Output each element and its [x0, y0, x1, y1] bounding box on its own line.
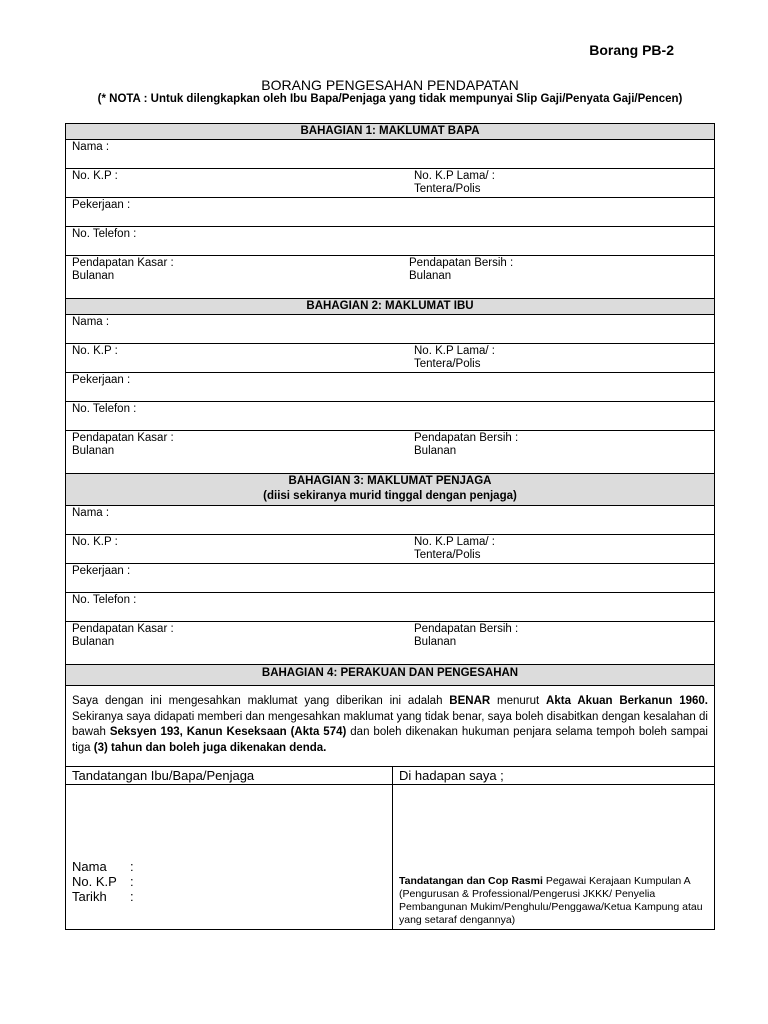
form-table: [65, 123, 715, 785]
form-note: (* NOTA : Untuk dilengkapkan oleh Ibu Bapa/Penjaga yang tidak mempunyai Slip Gaji/Penyata Gaji/Pencen): [97, 93, 683, 105]
bapa-pekerjaan-label: Pekerjaan :: [72, 199, 131, 211]
parent-details: [72, 859, 134, 904]
officer-signature-box[interactable]: [393, 767, 715, 930]
signature-tarikh-colon: :: [130, 889, 134, 904]
signature-nokp-colon: :: [130, 874, 134, 889]
section-2-header: [66, 299, 715, 315]
ibu-kasar-bulanan: Bulanan: [72, 445, 115, 457]
bapa-tentera-text: Tentera/Polis: [414, 183, 481, 195]
signature-tarikh-line: [72, 889, 134, 904]
ibu-kasar-text: Pendapatan Kasar :: [72, 432, 174, 444]
bapa-nokp-row[interactable]: [66, 169, 715, 198]
ibu-bersih-bulanan: Bulanan: [414, 445, 457, 457]
ibu-tentera-text: Tentera/Polis: [414, 358, 481, 370]
penjaga-bersih-text: Pendapatan Bersih :: [414, 623, 519, 635]
ibu-telefon-label: No. Telefon :: [72, 403, 137, 415]
section-4-title: BAHAGIAN 4: PERAKUAN DAN PENGESAHAN: [261, 667, 519, 679]
signature-nokp-line: [72, 874, 134, 889]
bapa-telefon-label: No. Telefon :: [72, 228, 137, 240]
penjaga-nama-label: Nama :: [72, 507, 110, 519]
ibu-pekerjaan-row[interactable]: [66, 373, 715, 402]
ibu-bersih-label: [414, 432, 518, 458]
penjaga-telefon-row[interactable]: [66, 593, 715, 622]
bapa-nokp-lama-label: [414, 170, 495, 196]
officer-description: [399, 875, 710, 927]
penjaga-pekerjaan-label: Pekerjaan :: [72, 565, 131, 577]
signature-table: [65, 766, 715, 930]
bapa-telefon-row[interactable]: [66, 227, 715, 256]
penjaga-nama-row[interactable]: [66, 506, 715, 535]
penjaga-nokp-lama-text: No. K.P Lama/ :: [414, 536, 495, 548]
bapa-nokp-label: No. K.P :: [72, 170, 118, 182]
ibu-nokp-label: No. K.P :: [72, 345, 118, 357]
bapa-kasar-text: Pendapatan Kasar :: [72, 257, 174, 269]
bapa-bersih-bulanan: Bulanan: [409, 270, 452, 282]
penjaga-pendapatan-row[interactable]: [66, 622, 715, 665]
section-1-title: BAHAGIAN 1: MAKLUMAT BAPA: [300, 125, 480, 137]
section-3-title: BAHAGIAN 3: MAKLUMAT PENJAGA: [288, 475, 492, 487]
section-1-header: [66, 124, 715, 140]
bapa-kasar-bulanan: Bulanan: [72, 270, 115, 282]
ibu-nokp-lama-text: No. K.P Lama/ :: [414, 345, 495, 357]
penjaga-tentera-text: Tentera/Polis: [414, 549, 481, 561]
section-4-header: [66, 665, 715, 686]
penjaga-nokp-label: No. K.P :: [72, 536, 118, 548]
penjaga-bersih-bulanan: Bulanan: [414, 636, 457, 648]
ibu-nama-label: Nama :: [72, 316, 110, 328]
signature-nama-label: Nama: [72, 859, 107, 874]
ibu-nokp-row[interactable]: [66, 344, 715, 373]
parent-signature-box[interactable]: [66, 767, 393, 930]
ibu-pekerjaan-label: Pekerjaan :: [72, 374, 131, 386]
section-3-subtitle: (diisi sekiranya murid tinggal dengan penjaga): [263, 490, 517, 502]
declaration-part-3: Sekiranya saya didapati memberi dan mengesahkan maklumat yang tidak benar, saya boleh disabitkan dengan kesalahan di bawah: [72, 710, 708, 738]
bapa-kasar-label: [72, 257, 174, 283]
officer-bold-text: Tandatangan dan Cop Rasmi: [399, 875, 543, 887]
signature-nama-line: [72, 859, 134, 874]
ibu-telefon-row[interactable]: [66, 402, 715, 431]
signature-nama-colon: :: [130, 859, 134, 874]
signature-nokp-label: No. K.P: [72, 874, 117, 889]
declaration-bold-3: Seksyen 193, Kanun Keseksaan (Akta 574): [109, 726, 347, 738]
penjaga-kasar-text: Pendapatan Kasar :: [72, 623, 174, 635]
declaration-bold-2: Akta Akuan Berkanun 1960.: [546, 695, 708, 707]
declaration-part-2: menurut: [490, 695, 547, 707]
bapa-bersih-label: [409, 257, 513, 283]
parent-signature-label: Tandatangan Ibu/Bapa/Penjaga: [72, 768, 255, 783]
bapa-nama-label: Nama :: [72, 141, 110, 153]
penjaga-nokp-row[interactable]: [66, 535, 715, 564]
ibu-nokp-lama-label: [414, 345, 495, 371]
bapa-nama-row[interactable]: [66, 140, 715, 169]
officer-text: Pegawai Kerajaan Kumpulan A (Pengurusan & Professional/Pengerusi JKKK/ Penyelia Pembangunan Mukim/Penghulu/Penggawa/Ketua Kampung atau yang setaraf dengannya): [399, 875, 703, 926]
form-code: Borang PB-2: [589, 42, 674, 58]
section-3-header: [66, 474, 715, 506]
declaration-bold-1: BENAR: [449, 695, 491, 707]
bapa-pendapatan-row[interactable]: [66, 256, 715, 299]
ibu-pendapatan-row[interactable]: [66, 431, 715, 474]
ibu-bersih-text: Pendapatan Bersih :: [414, 432, 519, 444]
bapa-pekerjaan-row[interactable]: [66, 198, 715, 227]
penjaga-nokp-lama-label: [414, 536, 495, 562]
penjaga-telefon-label: No. Telefon :: [72, 594, 137, 606]
form-title: BORANG PENGESAHAN PENDAPATAN: [261, 77, 519, 93]
penjaga-kasar-label: [72, 623, 174, 649]
declaration-part-1: Saya dengan ini mengesahkan maklumat yang diberikan ini adalah: [72, 695, 450, 707]
declaration-bold-4: (3) tahun dan boleh juga dikenakan denda.: [93, 741, 327, 754]
signature-tarikh-label: Tarikh: [72, 889, 107, 904]
officer-signature-label: Di hadapan saya ;: [399, 768, 504, 783]
bapa-bersih-text: Pendapatan Bersih :: [409, 257, 514, 269]
ibu-kasar-label: [72, 432, 174, 458]
penjaga-kasar-bulanan: Bulanan: [72, 636, 115, 648]
bapa-nokp-lama-text: No. K.P Lama/ :: [414, 170, 495, 182]
penjaga-bersih-label: [414, 623, 518, 649]
ibu-nama-row[interactable]: [66, 315, 715, 344]
declaration-part-4: dan boleh dikenakan hukuman penjara selama tempoh boleh sampai tiga: [72, 726, 708, 754]
penjaga-pekerjaan-row[interactable]: [66, 564, 715, 593]
section-2-title: BAHAGIAN 2: MAKLUMAT IBU: [306, 300, 474, 312]
